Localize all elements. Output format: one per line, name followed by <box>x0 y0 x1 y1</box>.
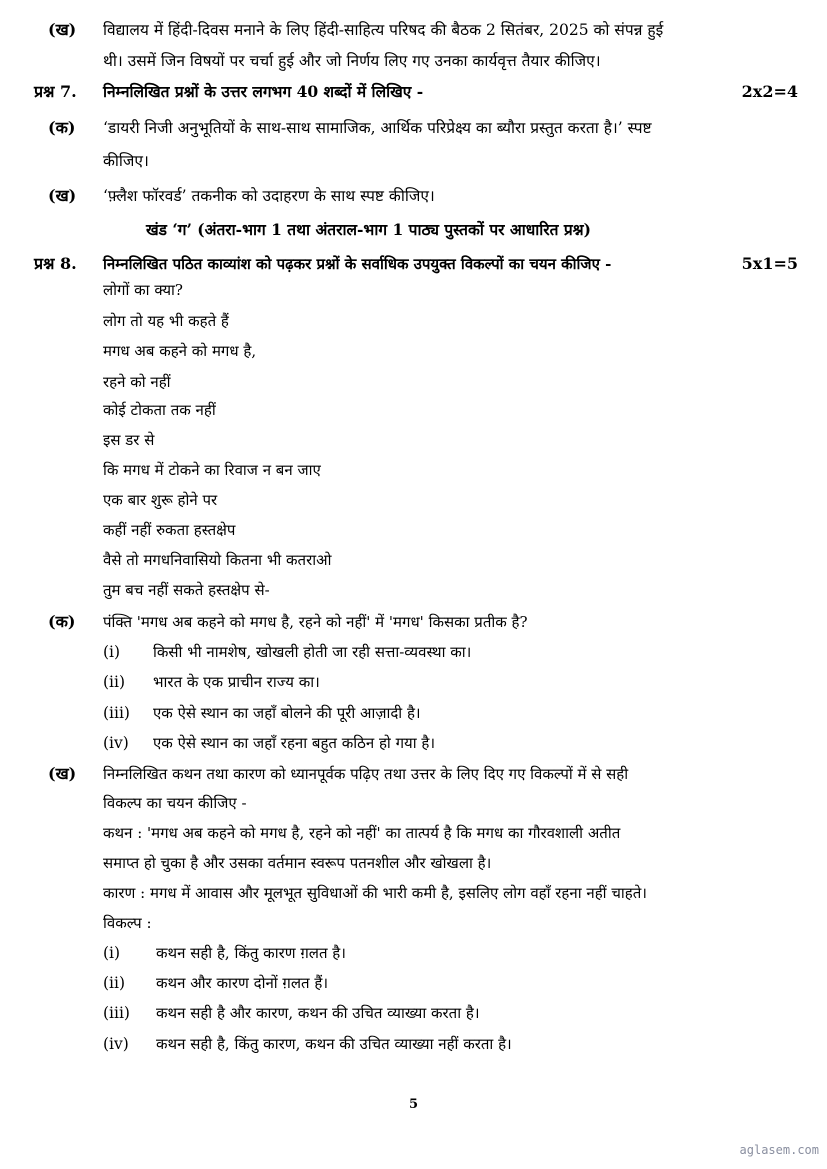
q7a-text-line2: कीजिए। <box>103 152 149 170</box>
q7a-label: (क) <box>48 118 76 137</box>
q8b-statement-line1: कथन : 'मगध अब कहने को मगध है, रहने को नहीं' का तात्पर्य है कि मगध का गौरवशाली अतीत <box>103 824 621 842</box>
poem-line: कि मगध में टोकने का रिवाज न बन जाए <box>103 461 321 479</box>
poem-line: कहीं नहीं रुकता हस्तक्षेप <box>103 521 236 539</box>
q7-label: प्रश्न 7. <box>34 82 77 101</box>
q6b-label: (ख) <box>48 20 77 39</box>
q8a-label: (क) <box>48 612 76 631</box>
poem-line: कोई टोकता तक नहीं <box>103 401 216 419</box>
q8b-option-number: (iii) <box>103 1004 130 1022</box>
q7-marks: 2x2=4 <box>741 82 798 101</box>
q8a-option-number: (ii) <box>103 673 126 691</box>
q8-prompt: निम्नलिखित पठित काव्यांश को पढ़कर प्रश्नों के सर्वाधिक उपयुक्त विकल्पों का चयन कीजिए - <box>103 255 612 273</box>
q8b-option-number: (i) <box>103 944 121 962</box>
q8b-option-number: (iv) <box>103 1035 129 1053</box>
poem-line: रहने को नहीं <box>103 373 171 391</box>
q7-prompt: निम्नलिखित प्रश्नों के उत्तर लगभग 40 शब्दों में लिखिए - <box>103 82 424 101</box>
poem-line: इस डर से <box>103 431 155 449</box>
q8b-label: (ख) <box>48 764 77 783</box>
poem-line: मगध अब कहने को मगध है, <box>103 342 257 360</box>
q8a-option-text: किसी भी नामशेष, खोखली होती जा रही सत्ता-व्यवस्था का। <box>153 643 472 661</box>
poem-line: एक बार शुरू होने पर <box>103 491 218 509</box>
q8a-question: पंक्ति 'मगध अब कहने को मगध है, रहने को नहीं' में 'मगध' किसका प्रतीक है? <box>103 613 528 631</box>
q8a-option-text: भारत के एक प्राचीन राज्य का। <box>153 673 320 691</box>
q8b-reason: कारण : मगध में आवास और मूलभूत सुविधाओं की भारी कमी है, इसलिए लोग वहाँ रहना नहीं चाहते। <box>103 884 647 902</box>
page-number: 5 <box>409 1097 419 1112</box>
watermark: aglasem.com <box>739 1143 819 1157</box>
q8a-option-text: एक ऐसे स्थान का जहाँ बोलने की पूरी आज़ादी है। <box>153 704 421 722</box>
poem-line: वैसे तो मगधनिवासियो कितना भी कतराओ <box>103 551 332 569</box>
q8-label: प्रश्न 8. <box>34 254 77 273</box>
poem-line: तुम बच नहीं सकते हस्तक्षेप से- <box>103 581 270 599</box>
q8a-option-number: (iv) <box>103 734 129 752</box>
poem-line: लोग तो यह भी कहते हैं <box>103 312 229 330</box>
q8a-option-number: (iii) <box>103 704 130 722</box>
q6b-text-line2: थी। उसमें जिन विषयों पर चर्चा हुई और जो निर्णय लिए गए उनका कार्यवृत्त तैयार कीजिए। <box>103 52 601 70</box>
q8b-option-number: (ii) <box>103 974 126 992</box>
q7a-text-line1: ‘डायरी निजी अनुभूतियों के साथ-साथ सामाजिक, आर्थिक परिप्रेक्ष्य का ब्यौरा प्रस्तुत करता है।’ स्पष्ट <box>103 119 652 137</box>
q8b-option-text: कथन सही है, किंतु कारण ग़लत है। <box>156 944 346 962</box>
q6b-text-line1: विद्यालय में हिंदी-दिवस मनाने के लिए हिंदी-साहित्य परिषद की बैठक 2 सितंबर, 2025 को संपन्न हुई <box>103 21 664 39</box>
q8b-option-text: कथन सही है और कारण, कथन की उचित व्याख्या करता है। <box>156 1004 480 1022</box>
q8b-instruction-line1: निम्नलिखित कथन तथा कारण को ध्यानपूर्वक पढ़िए तथा उत्तर के लिए दिए गए विकल्पों में से सही <box>103 765 629 783</box>
q8b-option-text: कथन सही है, किंतु कारण, कथन की उचित व्याख्या नहीं करता है। <box>156 1035 512 1053</box>
q7b-label: (ख) <box>48 186 77 205</box>
q8-marks: 5x1=5 <box>741 254 798 273</box>
q8b-instruction-line2: विकल्प का चयन कीजिए - <box>103 794 247 812</box>
q8b-option-text: कथन और कारण दोनों ग़लत हैं। <box>156 974 329 992</box>
q7b-text: ‘फ़्लैश फॉरवर्ड’ तकनीक को उदाहरण के साथ स्पष्ट कीजिए। <box>103 187 435 205</box>
q8a-option-number: (i) <box>103 643 121 661</box>
q8b-statement-line2: समाप्त हो चुका है और उसका वर्तमान स्वरूप पतनशील और खोखला है। <box>103 854 492 872</box>
section-heading: खंड ‘ग’ (अंतरा-भाग 1 तथा अंतराल-भाग 1 पाठ्य पुस्तकों पर आधारित प्रश्न) <box>146 220 591 239</box>
q8a-option-text: एक ऐसे स्थान का जहाँ रहना बहुत कठिन हो गया है। <box>153 734 436 752</box>
q8b-options-heading: विकल्प : <box>103 914 152 932</box>
poem-line: लोगों का क्या? <box>103 281 183 299</box>
